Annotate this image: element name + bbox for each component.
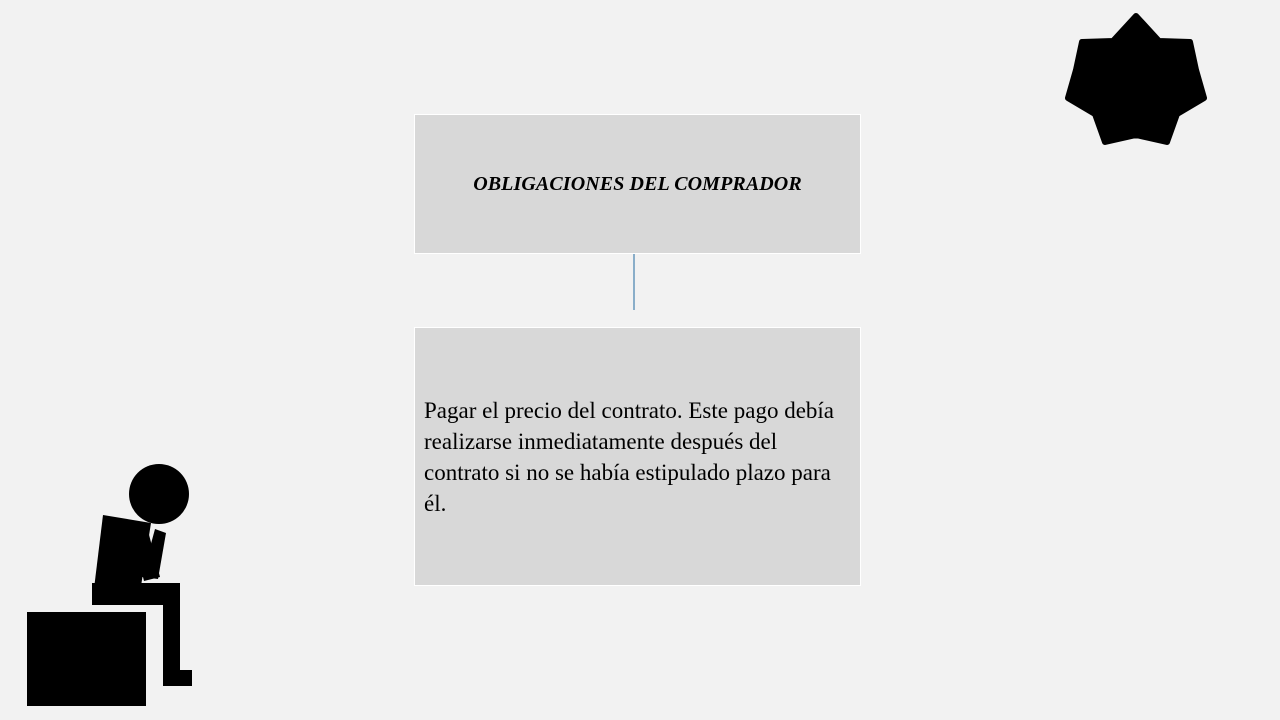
title-box bbox=[414, 114, 861, 254]
seven-point-star-icon bbox=[1060, 8, 1212, 148]
thinking-person-icon bbox=[20, 455, 200, 715]
connector-line bbox=[633, 254, 635, 310]
content-box bbox=[414, 327, 861, 586]
content-text: Pagar el precio del contrato. Este pago debía realizarse inmediatamente después del contrato si no se había estipulado plazo para él. bbox=[424, 397, 835, 516]
diagram-title: OBLIGACIONES DEL COMPRADOR bbox=[473, 172, 802, 195]
